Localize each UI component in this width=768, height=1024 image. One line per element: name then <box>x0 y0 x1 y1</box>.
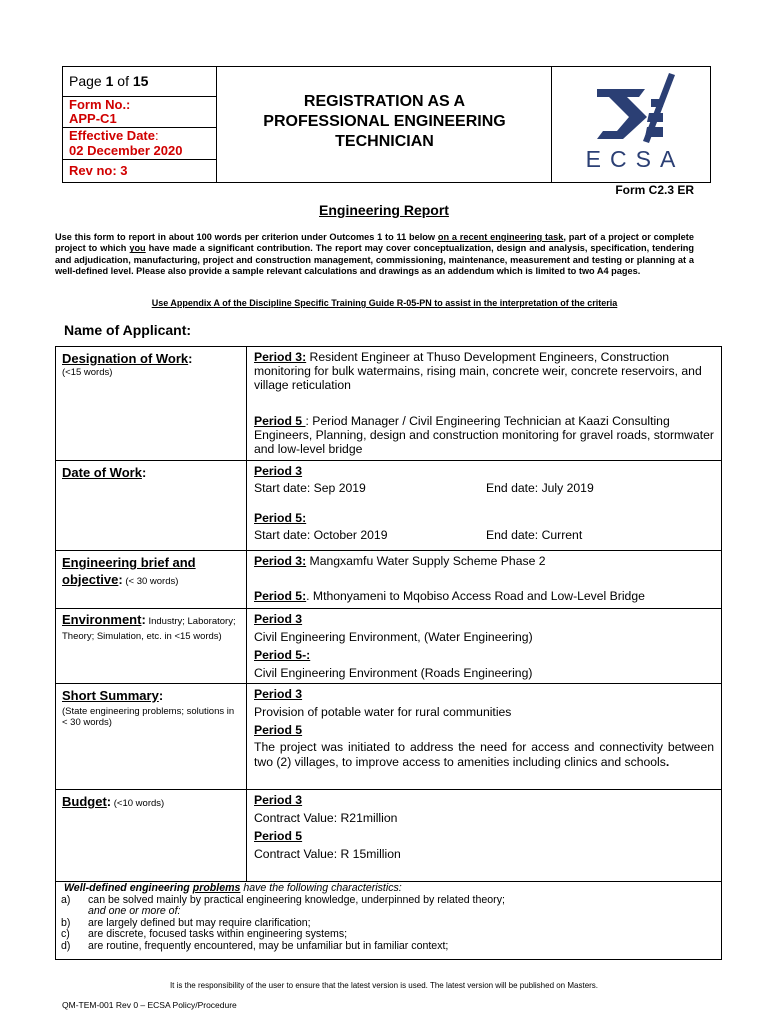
summary-hint: (State engineering problems; solutions in < 30 words) <box>62 706 235 728</box>
document-header <box>62 66 711 183</box>
logo-wordmark: ECSA <box>585 146 685 172</box>
date-value-cell: Period 3 Start date: Sep 2019 End date: July 2019 Period 5: Start date: October 2019 End date: Current <box>254 464 594 542</box>
ecsa-logo <box>553 67 711 182</box>
row-budget <box>56 790 721 882</box>
summary-label-cell: Short Summary: (State engineering problems; solutions in < 30 words) <box>56 684 247 789</box>
row-environment <box>56 609 721 684</box>
date-label-cell: Date of Work: <box>56 461 247 550</box>
row-date-of-work <box>56 461 721 551</box>
summary-value-cell: Period 3 Provision of potable water for rural communities Period 5 The project was initiated to address the need for access and connectivity between two (2) villages, to improve access to amenities including clinics and schools. <box>254 687 714 769</box>
form-number <box>63 97 216 128</box>
budget-value-cell: Period 3 Contract Value: R21million Period 5 Contract Value: R 15million <box>254 793 401 861</box>
brief-label-cell: Engineering brief and objective: (< 30 words) <box>56 551 247 608</box>
form-code: Form C2.3 ER <box>615 183 694 197</box>
row-short-summary <box>56 684 721 790</box>
instructions-paragraph: Use this form to report in about 100 words per criterion under Outcomes 1 to 11 below on a recent engineering task, part of a project or complete project to which you have made a significant contribution. The report may cover conceptualization, design and analysis, specification, tendering and adjudication, manufacturing, project and construction management, commissioning, maintenance, measurement and testing or planning at a well-defined level. Please also provide a sample relevant calculations and drawings as an addendum which is limited to two A4 pages. <box>55 232 694 277</box>
effective-date-value: 02 December 2020 <box>69 143 183 158</box>
environment-label-cell: Environment: Industry; Laboratory; Theory; Simulation, etc. in <15 words) <box>56 609 247 683</box>
designation-label-cell: Designation of Work: (<15 words) <box>56 347 247 460</box>
note-item: b) are largely defined but may require clarification; <box>61 916 311 929</box>
form-number-value: APP-C1 <box>69 111 117 126</box>
applicant-name-label: Name of Applicant: <box>64 322 192 338</box>
brief-value-cell: Period 3: Mangxamfu Water Supply Scheme Phase 2 Period 5:. Mthonyameni to Mqobiso Access Road and Low-Level Bridge <box>254 554 645 603</box>
effective-date-label: Effective Date <box>69 128 155 143</box>
footer-version-note: It is the responsibility of the user to ensure that the latest version is used. The latest version will be published on Masters. <box>169 981 599 990</box>
budget-label-cell: Budget: (<10 words) <box>56 790 247 881</box>
header-meta-column <box>63 67 217 182</box>
note-item: c) are discrete, focused tasks within engineering systems; <box>61 928 348 941</box>
row-designation <box>56 347 721 461</box>
problem-characteristics-notes: Well-defined engineering problems have the following characteristics: a) can be solved mainly by practical engineering knowledge, underpinned by related theory; and one or more of: b) are largely defined but may require clarification; c) are discrete, focused tasks within engineering systems; d) are routine, frequently encountered, may be unfamiliar but in familiar context; <box>56 882 721 960</box>
note-item: and one or more of: <box>88 905 181 918</box>
appendix-note: Use Appendix A of the Discipline Specific Training Guide R-05-PN to assist in the interpretation of the criteria <box>151 298 618 308</box>
document-title: REGISTRATION AS A PROFESSIONAL ENGINEERING TECHNICIAN <box>218 67 552 182</box>
report-table <box>55 346 722 960</box>
footer-document-code: QM-TEM-001 Rev 0 – ECSA Policy/Procedure <box>62 1000 237 1010</box>
note-item: a) can be solved mainly by practical engineering knowledge, underpinned by related theory; <box>61 893 505 906</box>
form-number-label: Form No.: <box>69 97 131 112</box>
designation-value-cell: Period 3: Resident Engineer at Thuso Development Engineers, Construction monitoring for bulk watermains, rising main, concrete weir, concrete reservoirs, and village reticulation Period 5 : Period Manager / Civil Engineering Technician at Kaazi Consulting Engineers, Planning, design and construction monitoring for gravel roads, stormwater and low-level bridge <box>254 350 714 456</box>
designation-hint: (<15 words) <box>62 367 113 378</box>
note-item: d) are routine, frequently encountered, may be unfamiliar but in familiar context; <box>61 939 449 952</box>
page-counter: Page 1 of 15 <box>63 67 216 97</box>
effective-date: Effective Date: 02 December 2020 <box>63 128 216 160</box>
environment-value-cell: Period 3 Civil Engineering Environment, (Water Engineering) Period 5-: Civil Engineering Environment (Roads Engineering) <box>254 612 533 680</box>
row-engineering-brief <box>56 551 721 609</box>
ecsa-logo-icon <box>553 67 711 147</box>
report-title: Engineering Report <box>319 202 449 218</box>
revision-number: Rev no: 3 <box>69 163 128 178</box>
